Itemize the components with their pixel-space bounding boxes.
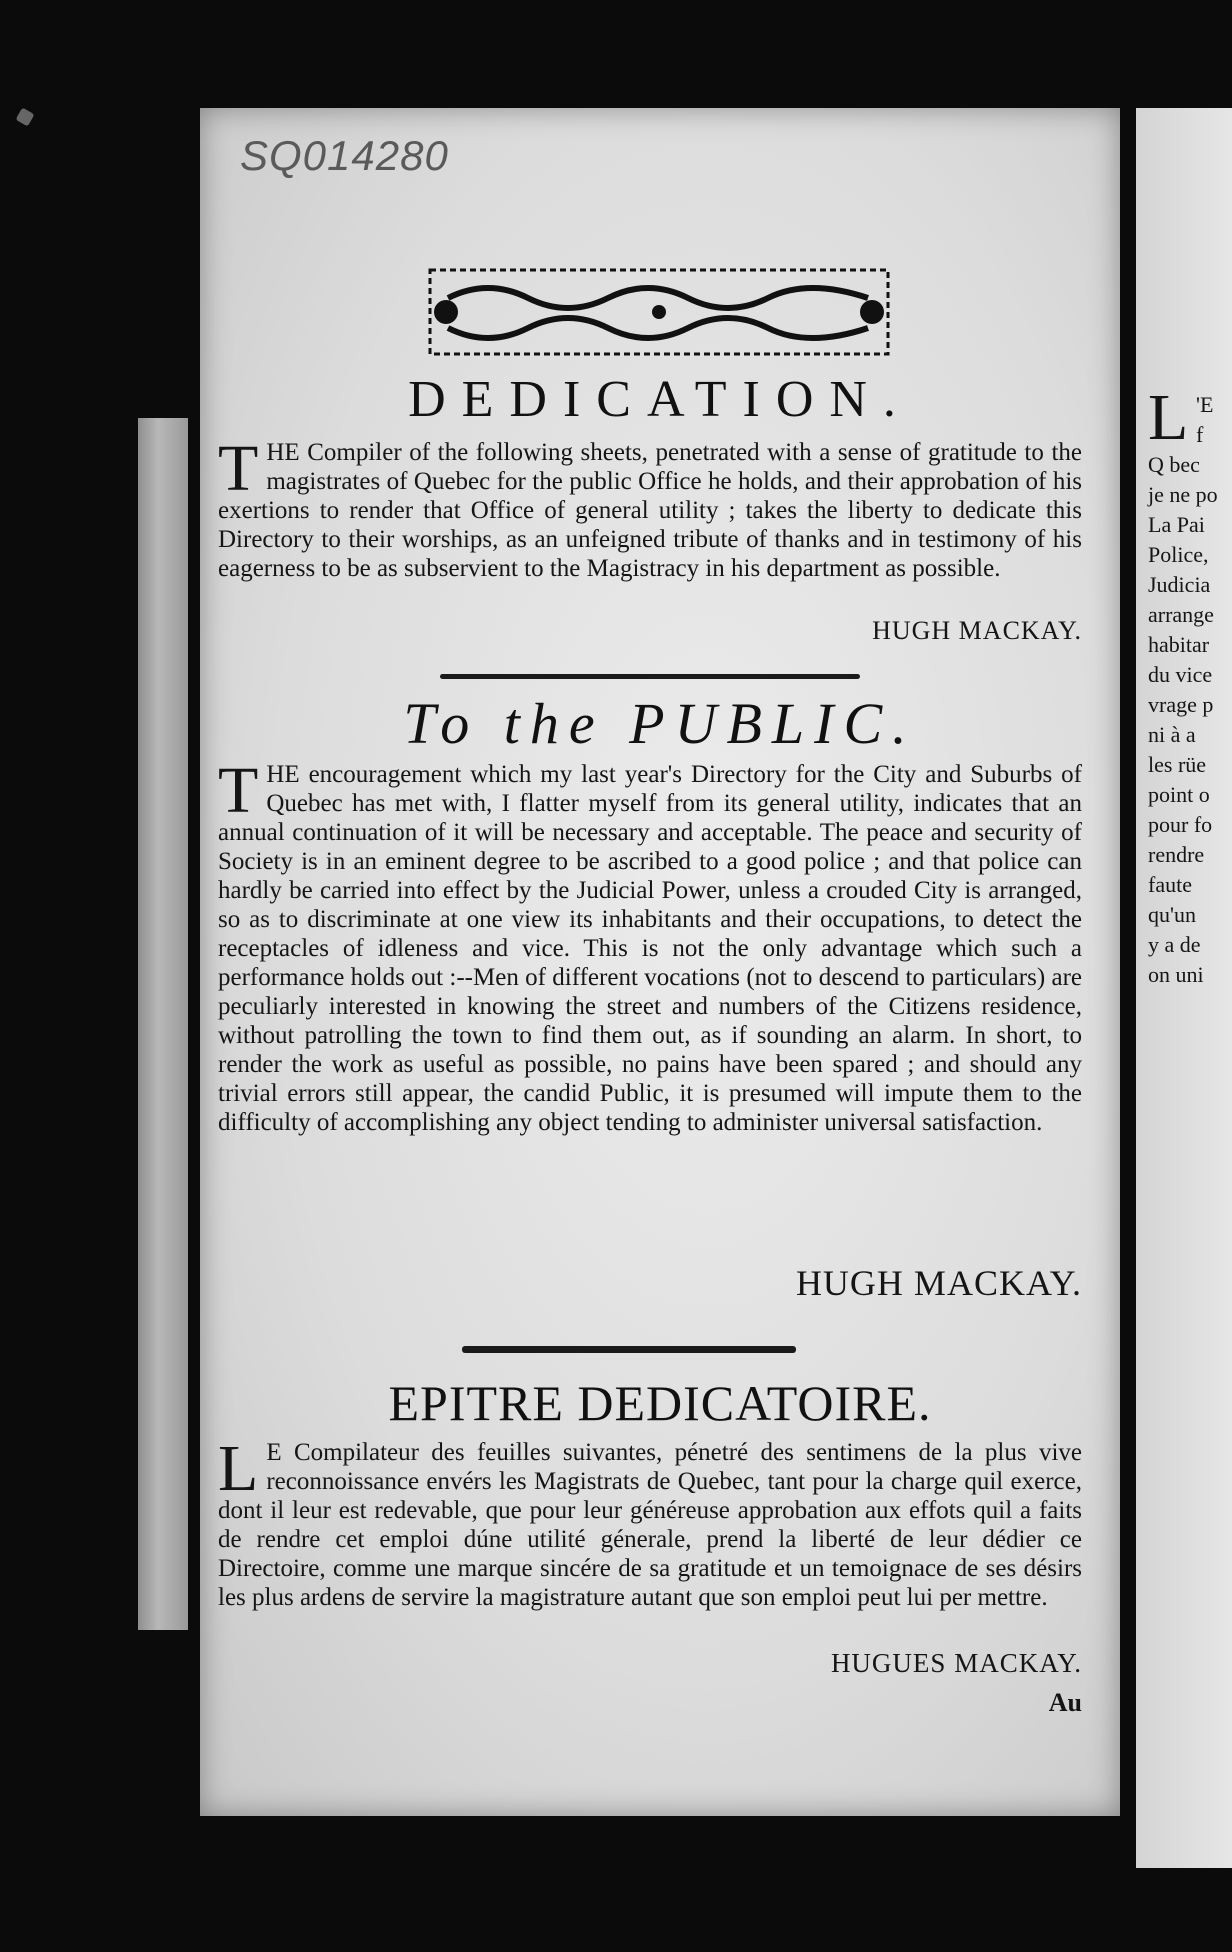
epitre-paragraph xyxy=(218,1432,1082,1612)
facing-page-line: vrage p xyxy=(1148,692,1214,717)
facing-page-fragment xyxy=(1136,108,1232,1868)
dedication-text: HE Compiler of the following sheets, penetrated with a sense of gratitude to the magistrates of Quebec for the public Office he holds, and their approbation of his exertions to render that Office of general utility ; takes the liberty to dedicate this Directory to their worships, as an unfeigned tribute of thanks and in testimony of his eagerness to be as subservient to the Magistracy in his department as possible. xyxy=(218,439,1082,582)
facing-page-line: rendre xyxy=(1148,842,1205,867)
facing-page-line: Q bec xyxy=(1148,452,1200,477)
document-page xyxy=(200,108,1120,1816)
facing-page-line: La Pai xyxy=(1148,512,1205,537)
dedication-paragraph xyxy=(218,432,1082,583)
section-divider-rule xyxy=(440,674,860,679)
facing-page-line: du vice xyxy=(1148,662,1213,687)
facing-page-line: point o xyxy=(1148,782,1210,807)
page-edge-strip xyxy=(138,418,188,1630)
facing-page-line: qu'un xyxy=(1148,902,1196,927)
public-signature: HUGH MACKAY. xyxy=(795,1263,1082,1303)
facing-page-line: ni à a xyxy=(1148,722,1196,747)
public-heading: To the PUBLIC. xyxy=(403,691,917,756)
facing-page-dropcap: L xyxy=(1148,381,1189,454)
epitre-text: E Compilateur des feuilles suivantes, pénetré des sentimens de la plus vive reconnoissance envérs les Magistrats de Quebec, tant pour la charge quil exerce, dont il leur est redevable, que pour leur généreuse approbation aux effots quil a faits de rendre cet emploi dúne utilité génerale, prend la liberté de leur dédier ce Directoire, comme une marque sincére de sa gratitude et un temoignace de ses désirs les plus ardens de servire la magistrature autant que son emploi peut lui per mettre. xyxy=(218,1439,1082,1611)
facing-page-line: on uni xyxy=(1148,962,1204,987)
public-paragraph xyxy=(218,754,1082,1137)
epitre-signature: HUGUES MACKAY. xyxy=(830,1648,1082,1678)
facing-page-line: Police, xyxy=(1148,542,1209,567)
dedication-dropcap: T xyxy=(218,432,259,505)
decorative-ornament xyxy=(428,268,890,356)
facing-page-line: y a de xyxy=(1148,932,1201,957)
facing-page-line: f xyxy=(1196,422,1204,447)
facing-page-line: habitar xyxy=(1148,632,1210,657)
facing-page-line: 'E xyxy=(1196,392,1214,417)
public-text: HE encouragement which my last year's Directory for the City and Suburbs of Quebec has met with, I flatter myself from its general utility, indicates that an annual continuation of it will be necessary and acceptable. The peace and security of Society is in an eminent degree to be ascribed to a good police ; and that police can hardly be carried into effect by the Judicial Power, unless a crouded City is arranged, so as to discriminate at one view its inhabitants and their occupations, to detect the receptacles of idleness and vice. This is not the only advantage which such a performance holds out :--Men of different vocations (not to descend to particulars) are peculiarly interested in knowing the street and numbers of the Citizens residence, without patrolling the town to find them out, as if sounding an alarm. In short, to render the work as useful as possible, no pains have been spared ; and should any trivial errors still appear, the candid Public, it is presumed will impute them to the difficulty of accomplishing any object tending to administer universal satisfaction. xyxy=(218,761,1082,1136)
catchword: Au xyxy=(1048,1688,1082,1717)
facing-page-lines xyxy=(1136,381,1218,990)
facing-page-line: arrange xyxy=(1148,602,1214,627)
facing-page-line: faute xyxy=(1148,872,1192,897)
section-divider-rule xyxy=(462,1346,796,1353)
facing-page-line: Judicia xyxy=(1148,572,1211,597)
dedication-signature: HUGH MACKAY. xyxy=(872,616,1082,645)
dedication-heading: DEDICATION. xyxy=(408,371,912,428)
shelfmark-annotation: SQ014280 xyxy=(240,132,449,179)
facing-page-line: les rüe xyxy=(1148,752,1207,777)
public-dropcap: T xyxy=(218,754,259,827)
facing-page-line: pour fo xyxy=(1148,812,1213,837)
epitre-dropcap: L xyxy=(218,1432,259,1505)
binding-mark xyxy=(15,107,34,126)
facing-page-line: je ne po xyxy=(1148,482,1218,507)
epitre-heading: EPITRE DEDICATOIRE. xyxy=(388,1375,932,1431)
